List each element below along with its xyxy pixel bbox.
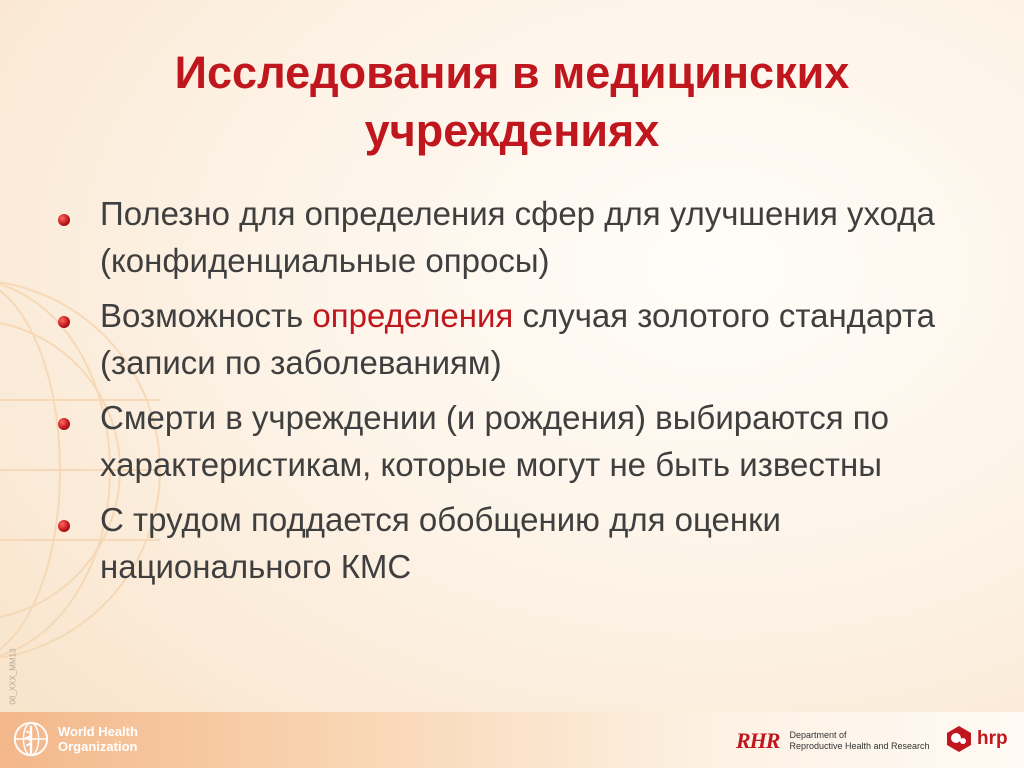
rhr-department xyxy=(789,730,929,752)
who-emblem-icon xyxy=(12,720,50,758)
hrp-emblem-icon xyxy=(944,724,974,754)
slide-code-text: 08_XXX_MM13 xyxy=(8,648,18,705)
slide-title xyxy=(60,44,964,160)
bullet-item xyxy=(58,394,958,488)
hrp-label: hrp xyxy=(977,728,1008,749)
rhr-logo xyxy=(736,728,930,754)
who-line-2: Organization xyxy=(58,739,138,754)
slide-code xyxy=(6,640,20,720)
who-name xyxy=(58,724,138,754)
rhr-line-2: Reproductive Health and Research xyxy=(789,741,930,751)
bullet-text-before: Возможность xyxy=(100,297,313,334)
rhr-line-1: Department of xyxy=(789,730,847,740)
bullet-list xyxy=(58,190,958,598)
hrp-logo xyxy=(944,724,1008,754)
who-logo xyxy=(12,720,138,758)
bullet-icon xyxy=(58,316,70,328)
bullet-text: Полезно для определения сфер для улучшения ухода (конфиденциальные опросы) xyxy=(100,195,935,279)
who-line-1: World Health xyxy=(58,724,138,739)
bullet-text: С трудом поддается обобщению для оценки национального КМС xyxy=(100,501,781,585)
title-line-2: учреждениях xyxy=(364,105,660,156)
bullet-item xyxy=(58,496,958,590)
highlighted-term: определения xyxy=(312,297,514,334)
footer-bar xyxy=(0,712,1024,768)
bullet-item xyxy=(58,190,958,284)
title-line-1: Исследования в медицинских xyxy=(174,47,850,98)
bullet-icon xyxy=(58,418,70,430)
bullet-icon xyxy=(58,214,70,226)
bullet-text-after: случая золотого стандарта (записи по заболеваниям) xyxy=(100,297,936,381)
rhr-logo-mark: RHR xyxy=(736,728,780,753)
bullet-icon xyxy=(58,520,70,532)
bullet-item xyxy=(58,292,958,386)
bullet-text: Смерти в учреждении (и рождения) выбираются по характеристикам, которые могут не быть известны xyxy=(100,399,890,483)
